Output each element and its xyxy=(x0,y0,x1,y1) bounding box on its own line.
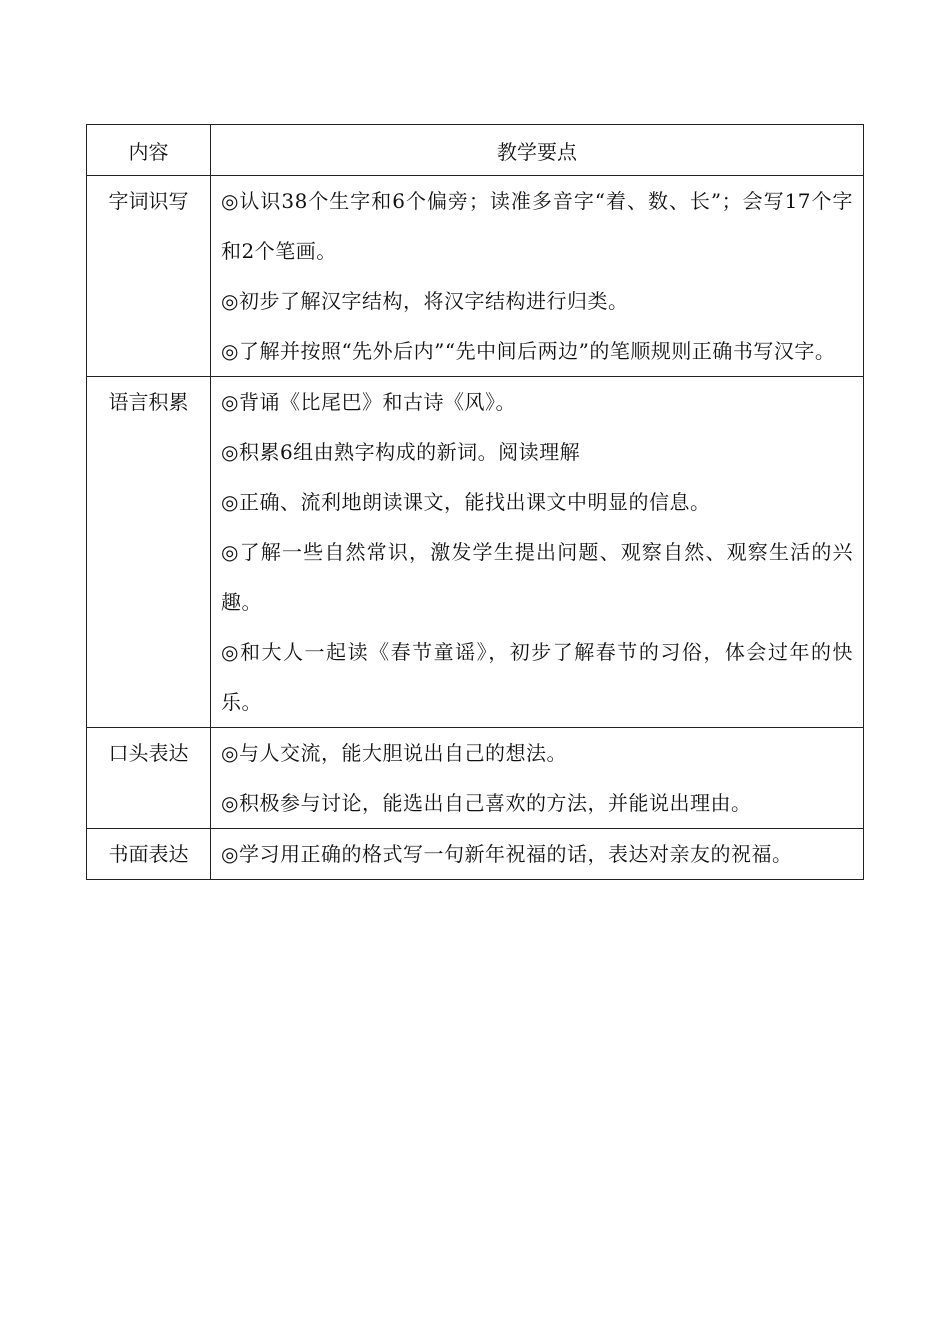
points-cell xyxy=(211,377,864,728)
teaching-point: ◎和大人一起读《春节童谣》，初步了解春节的习俗，体会过年的快乐。 xyxy=(221,640,853,714)
category-label: 字词识写 xyxy=(108,189,189,213)
category-cell xyxy=(87,728,211,829)
teaching-point: ◎积累6组由熟字构成的新词。阅读理解 xyxy=(221,440,581,464)
teaching-point: ◎背诵《比尾巴》和古诗《风》。 xyxy=(221,390,516,414)
category-cell xyxy=(87,176,211,377)
table-row-language-accumulation xyxy=(87,377,864,728)
table-row-oral-expression xyxy=(87,728,864,829)
points-cell xyxy=(211,176,864,377)
category-label: 书面表达 xyxy=(108,842,189,866)
category-cell xyxy=(87,829,211,880)
category-label: 口头表达 xyxy=(108,741,189,765)
header-content: 内容 xyxy=(87,125,211,176)
header-teaching-points: 教学要点 xyxy=(211,125,864,176)
category-label: 语言积累 xyxy=(108,390,189,414)
teaching-point: ◎积极参与讨论，能选出自己喜欢的方法，并能说出理由。 xyxy=(221,791,752,815)
teaching-points-table xyxy=(86,124,864,880)
points-cell xyxy=(211,829,864,880)
table-header-row xyxy=(87,125,864,176)
teaching-point: ◎了解并按照“先外后内”“先中间后两边”的笔顺规则正确书写汉字。 xyxy=(221,339,836,363)
teaching-point: ◎初步了解汉字结构，将汉字结构进行归类。 xyxy=(221,289,629,313)
table-row-word-recognition xyxy=(87,176,864,377)
teaching-point: ◎学习用正确的格式写一句新年祝福的话，表达对亲友的祝福。 xyxy=(221,842,793,866)
category-cell xyxy=(87,377,211,728)
teaching-point: ◎与人交流，能大胆说出自己的想法。 xyxy=(221,741,567,765)
points-cell xyxy=(211,728,864,829)
teaching-point: ◎了解一些自然常识，激发学生提出问题、观察自然、观察生活的兴趣。 xyxy=(221,540,853,614)
table-row-written-expression xyxy=(87,829,864,880)
teaching-point: ◎认识38个生字和6个偏旁；读准多音字“着、数、长”；会写17个字和2个笔画。 xyxy=(221,189,853,263)
teaching-point: ◎正确、流利地朗读课文，能找出课文中明显的信息。 xyxy=(221,490,711,514)
